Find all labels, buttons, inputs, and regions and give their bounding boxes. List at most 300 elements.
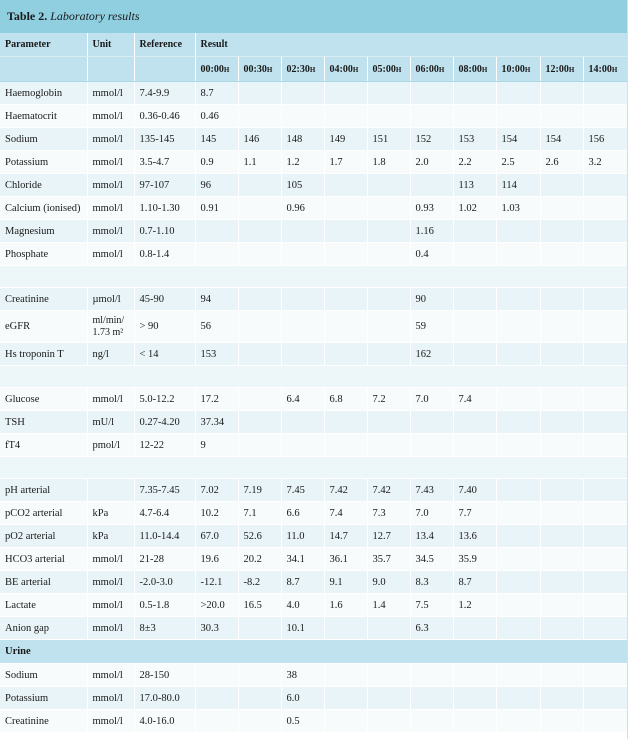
value-cell (540, 311, 583, 343)
value-cell (540, 197, 583, 220)
unit-cell: mmol/l (87, 128, 134, 151)
unit-cell: ml/min/ 1.73 m² (87, 311, 134, 343)
value-cell: 12.7 (367, 525, 410, 548)
value-cell (367, 220, 410, 243)
value-cell (324, 82, 367, 105)
value-cell (281, 220, 324, 243)
value-cell (453, 243, 496, 266)
value-cell (238, 105, 281, 128)
value-cell (583, 197, 627, 220)
value-cell (324, 617, 367, 640)
value-cell (583, 664, 627, 687)
spacer-row (0, 457, 627, 479)
value-cell (238, 82, 281, 105)
value-cell: 149 (324, 128, 367, 151)
value-cell: 145 (195, 128, 238, 151)
table-row (0, 434, 627, 457)
reference-cell: 97-107 (134, 174, 195, 197)
value-cell: 6.4 (281, 388, 324, 411)
value-cell (195, 220, 238, 243)
time-header: 08:00h (453, 57, 496, 82)
unit-cell: kPa (87, 502, 134, 525)
value-cell: 20.2 (238, 548, 281, 571)
unit-cell: pmol/l (87, 434, 134, 457)
time-header: 05:00h (367, 57, 410, 82)
parameter-cell: Potassium (0, 151, 87, 174)
value-cell (238, 343, 281, 366)
value-cell: 4.0 (281, 594, 324, 617)
value-cell: 1.1 (238, 151, 281, 174)
value-cell: 7.42 (367, 479, 410, 502)
value-cell (583, 479, 627, 502)
parameter-cell: Phosphate (0, 243, 87, 266)
value-cell (324, 687, 367, 710)
value-cell (238, 411, 281, 434)
value-cell (583, 343, 627, 366)
value-cell (238, 388, 281, 411)
value-cell: 0.96 (281, 197, 324, 220)
parameter-cell: Glucose (0, 388, 87, 411)
unit-cell: mmol/l (87, 617, 134, 640)
reference-cell: 4.0-16.0 (134, 710, 195, 733)
parameter-cell: Potassium (0, 687, 87, 710)
value-cell (324, 664, 367, 687)
value-cell (540, 288, 583, 311)
value-cell: 35.9 (453, 548, 496, 571)
value-cell: 148 (281, 128, 324, 151)
value-cell (367, 197, 410, 220)
value-cell (540, 105, 583, 128)
table-row (0, 617, 627, 640)
value-cell (281, 288, 324, 311)
value-cell: 7.3 (367, 502, 410, 525)
value-cell (195, 687, 238, 710)
value-cell: 114 (496, 174, 540, 197)
parameter-cell: HCO3 arterial (0, 548, 87, 571)
table-row (0, 105, 627, 128)
parameter-cell: Creatinine (0, 288, 87, 311)
time-header-row (0, 57, 627, 82)
value-cell: -8.2 (238, 571, 281, 594)
unit-cell: mmol/l (87, 664, 134, 687)
time-header: 10:00h (496, 57, 540, 82)
table-row (0, 151, 627, 174)
value-cell (453, 288, 496, 311)
value-cell (410, 82, 453, 105)
value-cell: 7.1 (238, 502, 281, 525)
value-cell (367, 687, 410, 710)
value-cell: 67.0 (195, 525, 238, 548)
value-cell: 38 (281, 664, 324, 687)
value-cell: 59 (410, 311, 453, 343)
results-grid (0, 33, 627, 733)
value-cell (496, 220, 540, 243)
value-cell: 1.6 (324, 594, 367, 617)
value-cell: 9.0 (367, 571, 410, 594)
value-cell (238, 220, 281, 243)
value-cell (195, 664, 238, 687)
value-cell (238, 197, 281, 220)
value-cell (410, 174, 453, 197)
value-cell (453, 311, 496, 343)
reference-cell: 17.0-80.0 (134, 687, 195, 710)
value-cell: 56 (195, 311, 238, 343)
value-cell (324, 411, 367, 434)
table-row (0, 82, 627, 105)
value-cell (453, 411, 496, 434)
unit-cell: mmol/l (87, 82, 134, 105)
table-row (0, 288, 627, 311)
value-cell: 0.4 (410, 243, 453, 266)
header-reference: Reference (134, 33, 195, 57)
value-cell (496, 434, 540, 457)
unit-cell (87, 479, 134, 502)
reference-cell: 45-90 (134, 288, 195, 311)
spacer-row (0, 266, 627, 288)
value-cell: 1.03 (496, 197, 540, 220)
value-cell (540, 594, 583, 617)
value-cell: 7.19 (238, 479, 281, 502)
table-row (0, 664, 627, 687)
value-cell (540, 243, 583, 266)
reference-cell: 1.10-1.30 (134, 197, 195, 220)
table-row (0, 502, 627, 525)
value-cell: 7.43 (410, 479, 453, 502)
spacer-row (0, 366, 627, 388)
value-cell (540, 343, 583, 366)
value-cell (367, 174, 410, 197)
value-cell (496, 687, 540, 710)
value-cell: 1.16 (410, 220, 453, 243)
time-header: 06:00h (410, 57, 453, 82)
header-unit: Unit (87, 33, 134, 57)
value-cell (540, 687, 583, 710)
time-header: 00:30h (238, 57, 281, 82)
value-cell: 16.5 (238, 594, 281, 617)
value-cell (496, 243, 540, 266)
unit-cell: mmol/l (87, 687, 134, 710)
value-cell (410, 664, 453, 687)
value-cell: 94 (195, 288, 238, 311)
table-row (0, 411, 627, 434)
value-cell: 30.3 (195, 617, 238, 640)
reference-cell: 12-22 (134, 434, 195, 457)
value-cell: 0.93 (410, 197, 453, 220)
value-cell (238, 174, 281, 197)
value-cell (324, 197, 367, 220)
value-cell: 34.5 (410, 548, 453, 571)
value-cell (367, 82, 410, 105)
parameter-cell: Haematocrit (0, 105, 87, 128)
unit-cell: mmol/l (87, 388, 134, 411)
value-cell (583, 687, 627, 710)
value-cell (540, 664, 583, 687)
header-blank (134, 57, 195, 82)
value-cell (496, 617, 540, 640)
value-cell (324, 105, 367, 128)
value-cell: 154 (540, 128, 583, 151)
value-cell (324, 343, 367, 366)
value-cell: 52.6 (238, 525, 281, 548)
parameter-cell: Calcium (ionised) (0, 197, 87, 220)
time-header: 02:30h (281, 57, 324, 82)
value-cell: 13.6 (453, 525, 496, 548)
value-cell (195, 710, 238, 733)
value-cell (496, 82, 540, 105)
value-cell: 162 (410, 343, 453, 366)
value-cell (281, 311, 324, 343)
unit-cell: mmol/l (87, 197, 134, 220)
unit-cell: mU/l (87, 411, 134, 434)
value-cell: 7.42 (324, 479, 367, 502)
reference-cell: 0.5-1.8 (134, 594, 195, 617)
value-cell: 154 (496, 128, 540, 151)
value-cell: 96 (195, 174, 238, 197)
value-cell (324, 710, 367, 733)
value-cell (496, 311, 540, 343)
reference-cell: 8±3 (134, 617, 195, 640)
header-row (0, 33, 627, 57)
value-cell (324, 434, 367, 457)
value-cell (238, 687, 281, 710)
value-cell (583, 434, 627, 457)
value-cell (367, 411, 410, 434)
value-cell: 7.5 (410, 594, 453, 617)
value-cell: 11.0 (281, 525, 324, 548)
value-cell (540, 411, 583, 434)
value-cell (367, 288, 410, 311)
value-cell: 35.7 (367, 548, 410, 571)
value-cell: 13.4 (410, 525, 453, 548)
value-cell (453, 664, 496, 687)
reference-cell: 0.36-0.46 (134, 105, 195, 128)
value-cell (583, 502, 627, 525)
value-cell (281, 411, 324, 434)
value-cell: 6.3 (410, 617, 453, 640)
value-cell: 0.5 (281, 710, 324, 733)
value-cell (583, 411, 627, 434)
value-cell: 7.45 (281, 479, 324, 502)
parameter-cell: Haemoglobin (0, 82, 87, 105)
unit-cell: mmol/l (87, 243, 134, 266)
section-header-row (0, 640, 627, 664)
value-cell: -12.1 (195, 571, 238, 594)
value-cell: 2.6 (540, 151, 583, 174)
value-cell (583, 571, 627, 594)
table-row (0, 311, 627, 343)
table-row (0, 594, 627, 617)
value-cell (540, 434, 583, 457)
reference-cell: 3.5-4.7 (134, 151, 195, 174)
table-row (0, 388, 627, 411)
value-cell (324, 288, 367, 311)
value-cell (238, 288, 281, 311)
parameter-cell: Hs troponin T (0, 343, 87, 366)
value-cell: 1.4 (367, 594, 410, 617)
value-cell (410, 411, 453, 434)
value-cell (583, 174, 627, 197)
caption-title: Laboratory results (50, 9, 140, 23)
value-cell: 0.9 (195, 151, 238, 174)
value-cell (410, 710, 453, 733)
value-cell: 7.40 (453, 479, 496, 502)
value-cell (540, 548, 583, 571)
value-cell (583, 311, 627, 343)
value-cell (367, 664, 410, 687)
unit-cell: mmol/l (87, 710, 134, 733)
value-cell (238, 311, 281, 343)
parameter-cell: pO2 arterial (0, 525, 87, 548)
value-cell: 146 (238, 128, 281, 151)
parameter-cell: Sodium (0, 664, 87, 687)
value-cell (496, 594, 540, 617)
value-cell (281, 343, 324, 366)
value-cell (281, 243, 324, 266)
value-cell (496, 664, 540, 687)
value-cell (496, 502, 540, 525)
table-caption (0, 0, 627, 33)
value-cell (496, 288, 540, 311)
value-cell: 2.2 (453, 151, 496, 174)
value-cell: 7.4 (453, 388, 496, 411)
value-cell (540, 502, 583, 525)
value-cell: 1.2 (281, 151, 324, 174)
value-cell (367, 105, 410, 128)
parameter-cell: Chloride (0, 174, 87, 197)
value-cell: 8.7 (195, 82, 238, 105)
value-cell (540, 388, 583, 411)
value-cell (453, 687, 496, 710)
value-cell (540, 220, 583, 243)
value-cell: 151 (367, 128, 410, 151)
value-cell (496, 710, 540, 733)
unit-cell: mmol/l (87, 548, 134, 571)
value-cell (496, 105, 540, 128)
value-cell (453, 710, 496, 733)
parameter-cell: Anion gap (0, 617, 87, 640)
value-cell: 1.02 (453, 197, 496, 220)
value-cell: 9 (195, 434, 238, 457)
value-cell: 3.2 (583, 151, 627, 174)
table-row (0, 128, 627, 151)
value-cell (583, 594, 627, 617)
time-header: 00:00h (195, 57, 238, 82)
header-blank (87, 57, 134, 82)
value-cell (496, 548, 540, 571)
table-row (0, 243, 627, 266)
value-cell (238, 617, 281, 640)
value-cell (540, 82, 583, 105)
table-row (0, 479, 627, 502)
value-cell: 37.34 (195, 411, 238, 434)
value-cell (281, 82, 324, 105)
value-cell (281, 434, 324, 457)
value-cell (583, 220, 627, 243)
reference-cell: 7.4-9.9 (134, 82, 195, 105)
value-cell (540, 479, 583, 502)
value-cell (324, 311, 367, 343)
value-cell (281, 105, 324, 128)
value-cell (583, 388, 627, 411)
value-cell: 10.2 (195, 502, 238, 525)
value-cell (583, 617, 627, 640)
value-cell (583, 82, 627, 105)
value-cell: 113 (453, 174, 496, 197)
reference-cell: 5.0-12.2 (134, 388, 195, 411)
parameter-cell: Magnesium (0, 220, 87, 243)
parameter-cell: fT4 (0, 434, 87, 457)
value-cell (496, 411, 540, 434)
value-cell (195, 243, 238, 266)
value-cell: 1.8 (367, 151, 410, 174)
parameter-cell: pCO2 arterial (0, 502, 87, 525)
value-cell: 1.2 (453, 594, 496, 617)
table-row (0, 343, 627, 366)
value-cell (583, 105, 627, 128)
reference-cell: 7.35-7.45 (134, 479, 195, 502)
value-cell (583, 288, 627, 311)
value-cell: 6.0 (281, 687, 324, 710)
value-cell (367, 710, 410, 733)
value-cell (410, 687, 453, 710)
value-cell (453, 343, 496, 366)
table-row (0, 710, 627, 733)
value-cell (496, 525, 540, 548)
reference-cell: -2.0-3.0 (134, 571, 195, 594)
table-row (0, 548, 627, 571)
table-row (0, 687, 627, 710)
value-cell (324, 220, 367, 243)
value-cell (496, 343, 540, 366)
value-cell (540, 617, 583, 640)
reference-cell: 28-150 (134, 664, 195, 687)
value-cell (238, 434, 281, 457)
unit-cell: mmol/l (87, 571, 134, 594)
table-row (0, 525, 627, 548)
value-cell: 152 (410, 128, 453, 151)
unit-cell: mmol/l (87, 151, 134, 174)
value-cell: 19.6 (195, 548, 238, 571)
value-cell (583, 243, 627, 266)
value-cell: 105 (281, 174, 324, 197)
value-cell (453, 82, 496, 105)
value-cell: 9.1 (324, 571, 367, 594)
header-result: Result (195, 33, 627, 57)
value-cell: 0.91 (195, 197, 238, 220)
value-cell: 1.7 (324, 151, 367, 174)
value-cell (238, 664, 281, 687)
value-cell (367, 617, 410, 640)
value-cell (410, 105, 453, 128)
unit-cell: mmol/l (87, 594, 134, 617)
value-cell (410, 434, 453, 457)
time-header: 12:00h (540, 57, 583, 82)
value-cell (540, 710, 583, 733)
value-cell: 36.1 (324, 548, 367, 571)
value-cell (583, 710, 627, 733)
time-header: 04:00h (324, 57, 367, 82)
caption-label: Table 2. (7, 9, 48, 23)
reference-cell: 0.27-4.20 (134, 411, 195, 434)
value-cell: 156 (583, 128, 627, 151)
parameter-cell: pH arterial (0, 479, 87, 502)
value-cell: 90 (410, 288, 453, 311)
unit-cell: µmol/l (87, 288, 134, 311)
reference-cell: 135-145 (134, 128, 195, 151)
table-row (0, 197, 627, 220)
value-cell (453, 434, 496, 457)
value-cell: >20.0 (195, 594, 238, 617)
